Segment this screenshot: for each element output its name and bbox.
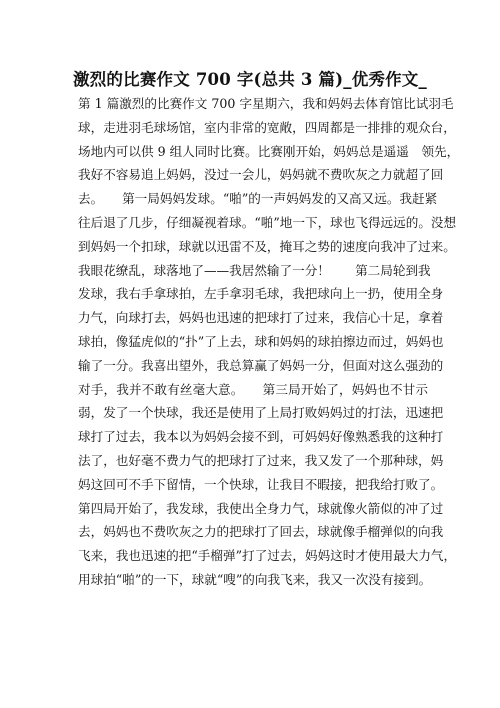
body-line: 力气，向球打去，妈妈也迅速的把球打了过来，我信心十足，拿着: [78, 310, 444, 326]
body-line: 去。 第一局妈妈发球。“啪”的一声妈妈发的又高又远。我赶紧: [78, 191, 438, 207]
body-line: 第四局开始了，我发球，我使出全身力气，球就像火箭似的冲了过: [78, 500, 444, 516]
body-line: 我眼花缭乱，球落地了——我居然输了一分！ 第二局轮到我: [78, 262, 431, 278]
body-line: 球，走进羽毛球场馆，室内非常的宽敞，四周都是一排排的观众台，: [78, 119, 456, 135]
body-line: 飞来，我也迅速的把“手榴弹”打了过去，妈妈这时才使用最大力气，: [78, 548, 457, 564]
body-line: 发球，我右手拿球拍，左手拿羽毛球，我把球向上一扔，使用全身: [78, 286, 444, 302]
body-line: 第 1 篇激烈的比赛作文 700 字星期六，我和妈妈去体育馆比试羽毛: [78, 96, 454, 111]
body-line: 妈这回可不手下留情，一个快球，让我目不暇接，把我给打败了。: [78, 476, 444, 492]
document-title: 激烈的比赛作文 700 字(总共 3 篇)_优秀作文_: [73, 70, 427, 89]
document-body: [78, 92, 460, 592]
body-line: 用球拍“啪”的一下，球就“嗖”的向我飞来，我又一次没有接到。: [78, 571, 432, 587]
body-line: 输了一分。我喜出望外，我总算赢了妈妈一分，但面对这么强劲的: [78, 357, 444, 373]
body-line: 往后退了几步，仔细凝视着球。“啪”地一下，球也飞得远远的。没想: [78, 214, 457, 230]
body-line: 去，妈妈也不费吹灰之力的把球打了回去，球就像手榴弹似的向我: [78, 524, 444, 540]
body-line: 场地内可以供 9 组人同时比赛。比赛刚开始，妈妈总是遥遥 领先，: [78, 143, 460, 159]
body-line: 对手，我并不敢有丝毫大意。 第三局开始了，妈妈也不甘示: [78, 381, 428, 397]
body-line: 我好不容易追上妈妈，没过一会儿，妈妈就不费吹灰之力就超了回: [78, 167, 444, 183]
body-line: 到妈妈一个扣球，球就以迅雷不及，掩耳之势的速度向我冲了过来。: [78, 238, 456, 254]
body-line: 球打了过去，我本以为妈妈会接不到，可妈妈好像熟悉我的这种打: [78, 429, 444, 445]
body-line: 法了，也好毫不费力气的把球打了过来，我又发了一个那种球，妈: [78, 452, 444, 468]
body-line: 球拍，像猛虎似的“扑”了上去，球和妈妈的球拍擦边而过，妈妈也: [78, 333, 444, 349]
body-line: 弱，发了一个快球，我还是使用了上局打败妈妈过的打法，迅速把: [78, 405, 444, 421]
